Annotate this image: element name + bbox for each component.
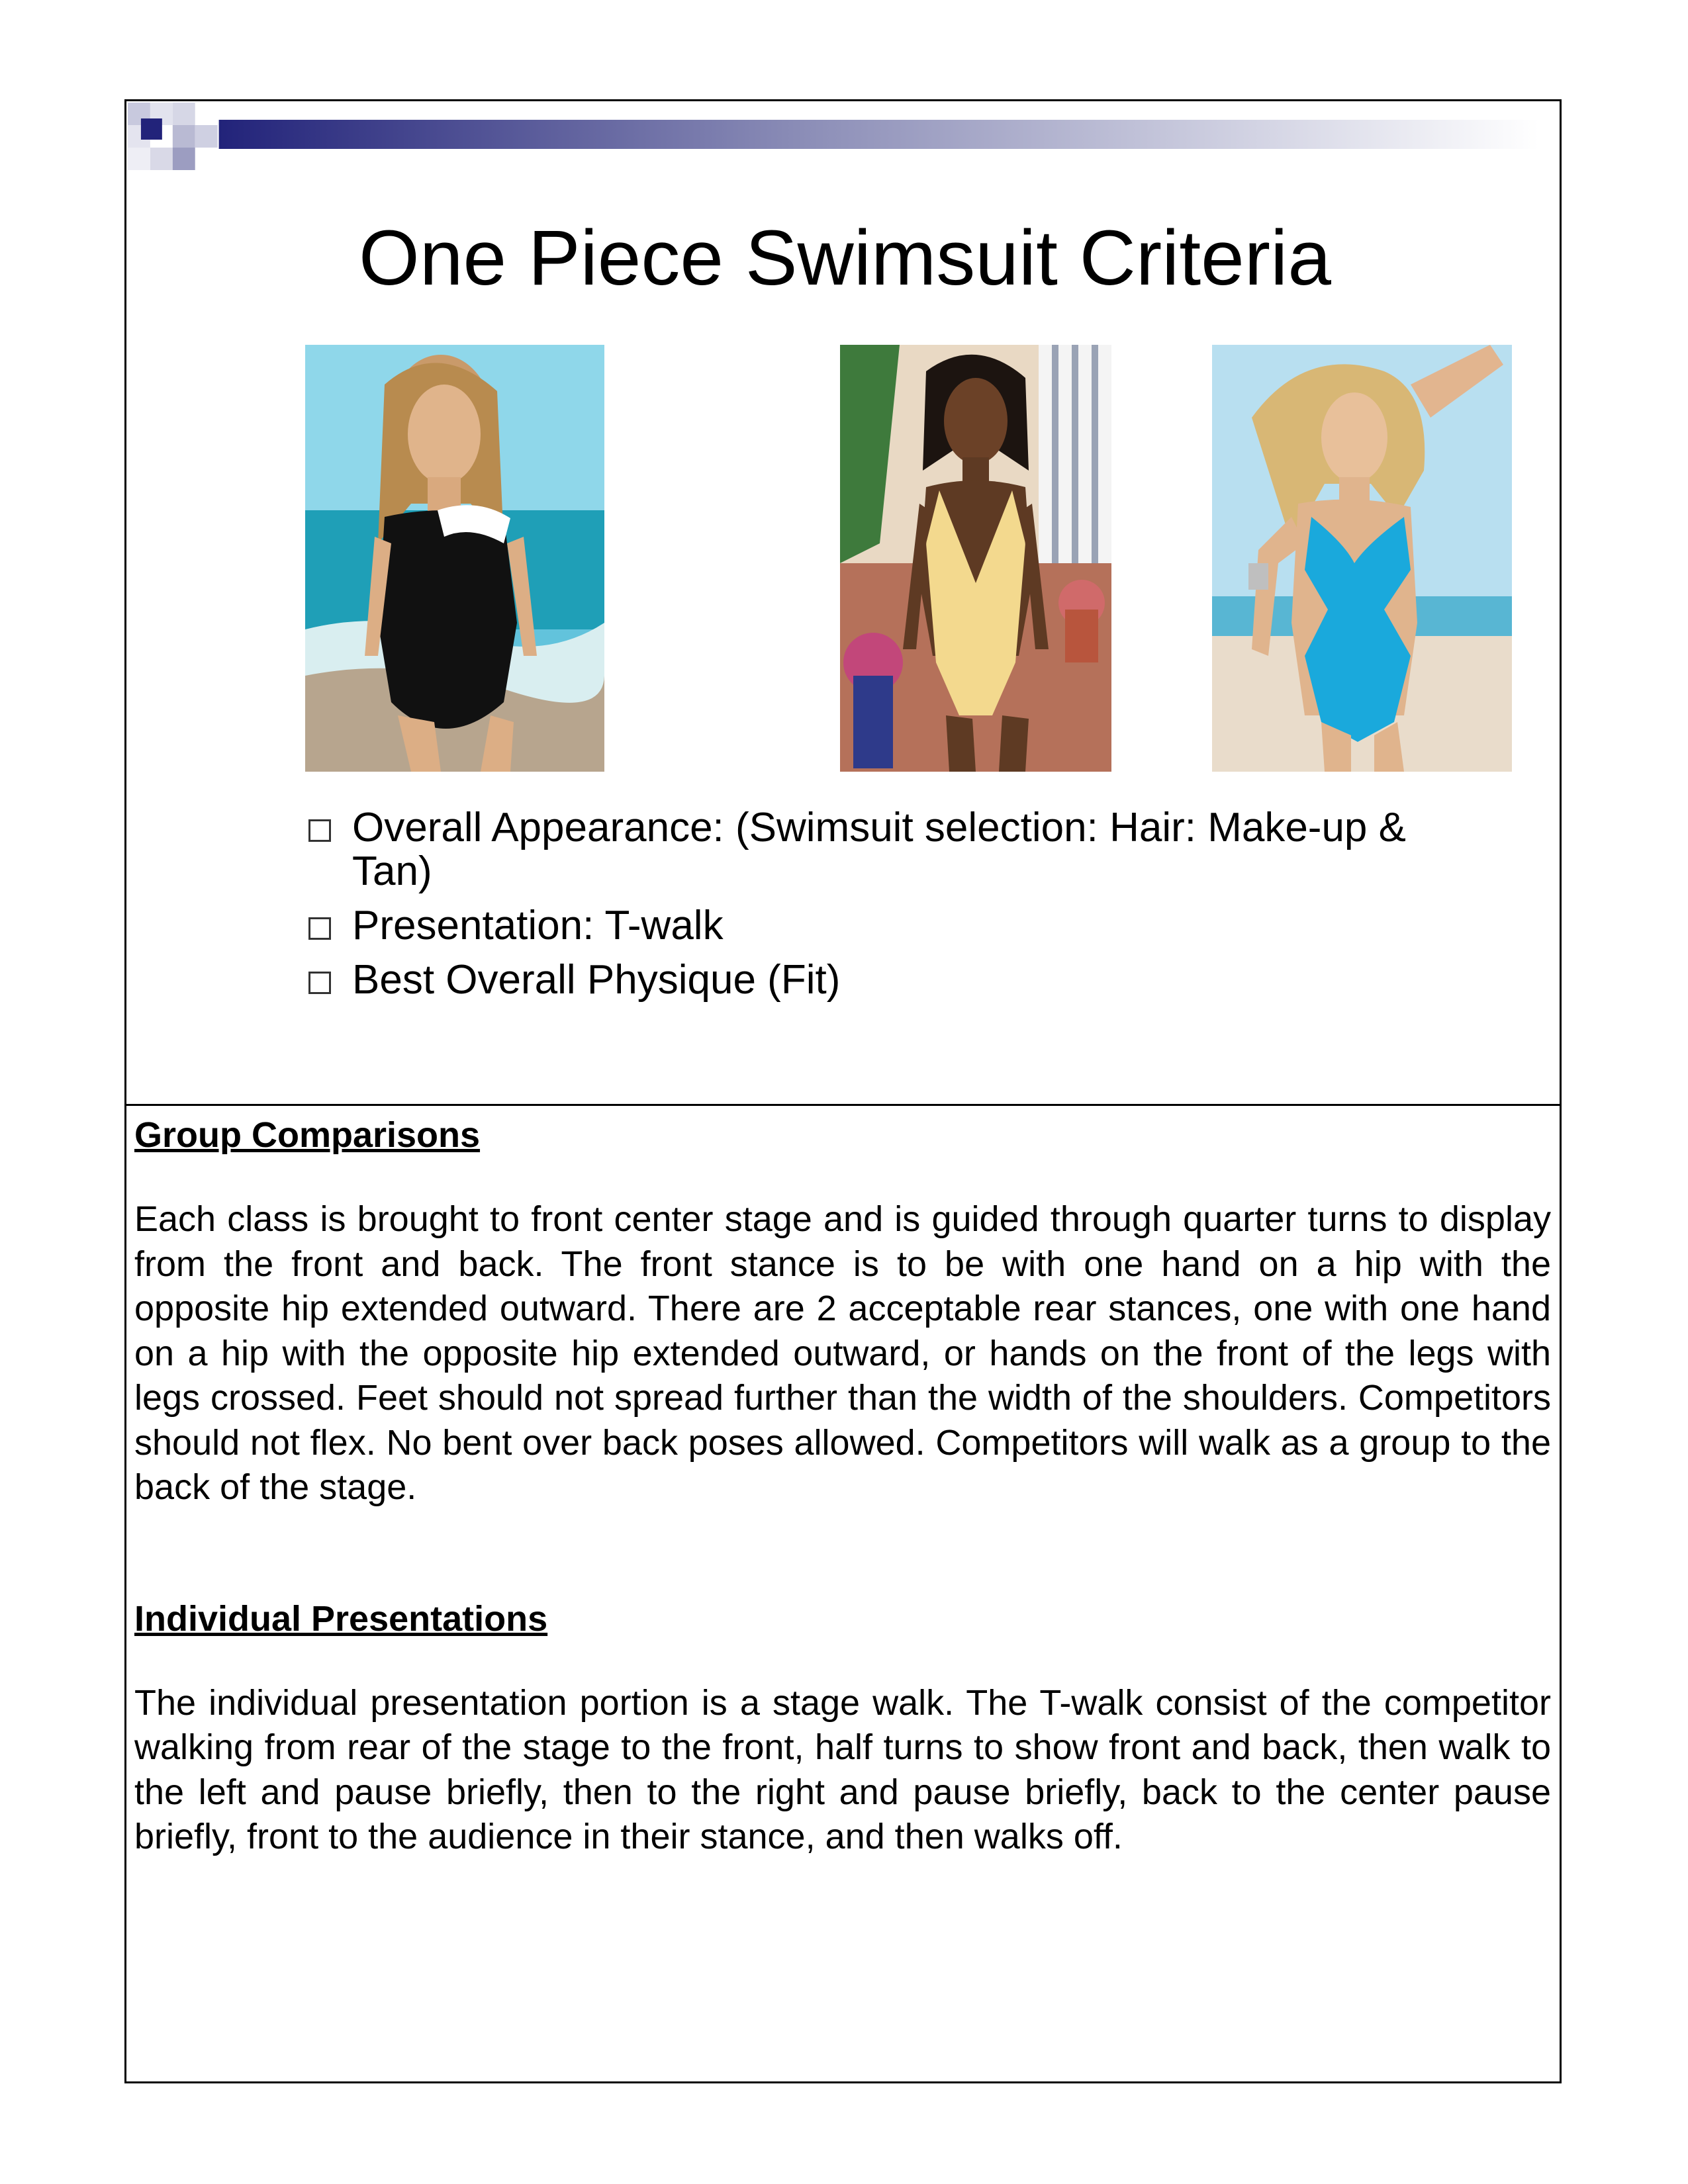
checkbox-icon xyxy=(308,972,331,994)
group-comparisons-heading: Group Comparisons xyxy=(134,1115,481,1155)
criteria-item xyxy=(308,904,1474,948)
checkbox-icon xyxy=(308,819,331,842)
slide-title: One Piece Swimsuit Criteria xyxy=(359,214,1331,302)
individual-presentations-body: The individual presentation portion is a stage walk. The T-walk consist of the competitor walking from rear of the stage to the front, half turns to show front and back, then walk to the left and pause briefly, then to the right and pause briefly, back to the center pause briefly, front to the audience in their stance, and then walks off. xyxy=(134,1682,1551,1856)
slide-panel xyxy=(126,101,1560,1106)
checkbox-icon xyxy=(308,917,331,940)
criteria-item xyxy=(308,806,1474,893)
pale-yellow-swimsuit-photo xyxy=(840,345,1111,772)
criteria-text: Best Overall Physique (Fit) xyxy=(352,957,841,1003)
slide-header-decoration xyxy=(126,101,1560,194)
criteria-list xyxy=(308,806,1474,1013)
criteria-text: Presentation: T-walk xyxy=(352,903,724,948)
group-comparisons-body: Each class is brought to front center stage and is guided through quarter turns to display from the front and back. The front stance is to be with one hand on a hip with the opposite hip extended outward. There are 2 acceptable rear stances, one with one hand on a hip with the opposite hip extended outward, or hands on the front of the legs with legs crossed. Feet should not spread further than the width of the shoulders. Competitors should not flex. No bent over back poses allowed. Competitors will walk as a group to the back of the stage. xyxy=(134,1199,1551,1507)
black-white-swimsuit-photo xyxy=(305,345,604,772)
document-frame xyxy=(124,99,1562,2083)
text-section xyxy=(134,1106,1551,1860)
turquoise-swimsuit-photo xyxy=(1212,345,1512,772)
individual-presentations-heading: Individual Presentations xyxy=(134,1598,548,1639)
criteria-item xyxy=(308,958,1474,1002)
criteria-text: Overall Appearance: (Swimsuit selection: Hair: Make-up & Tan) xyxy=(352,805,1406,894)
